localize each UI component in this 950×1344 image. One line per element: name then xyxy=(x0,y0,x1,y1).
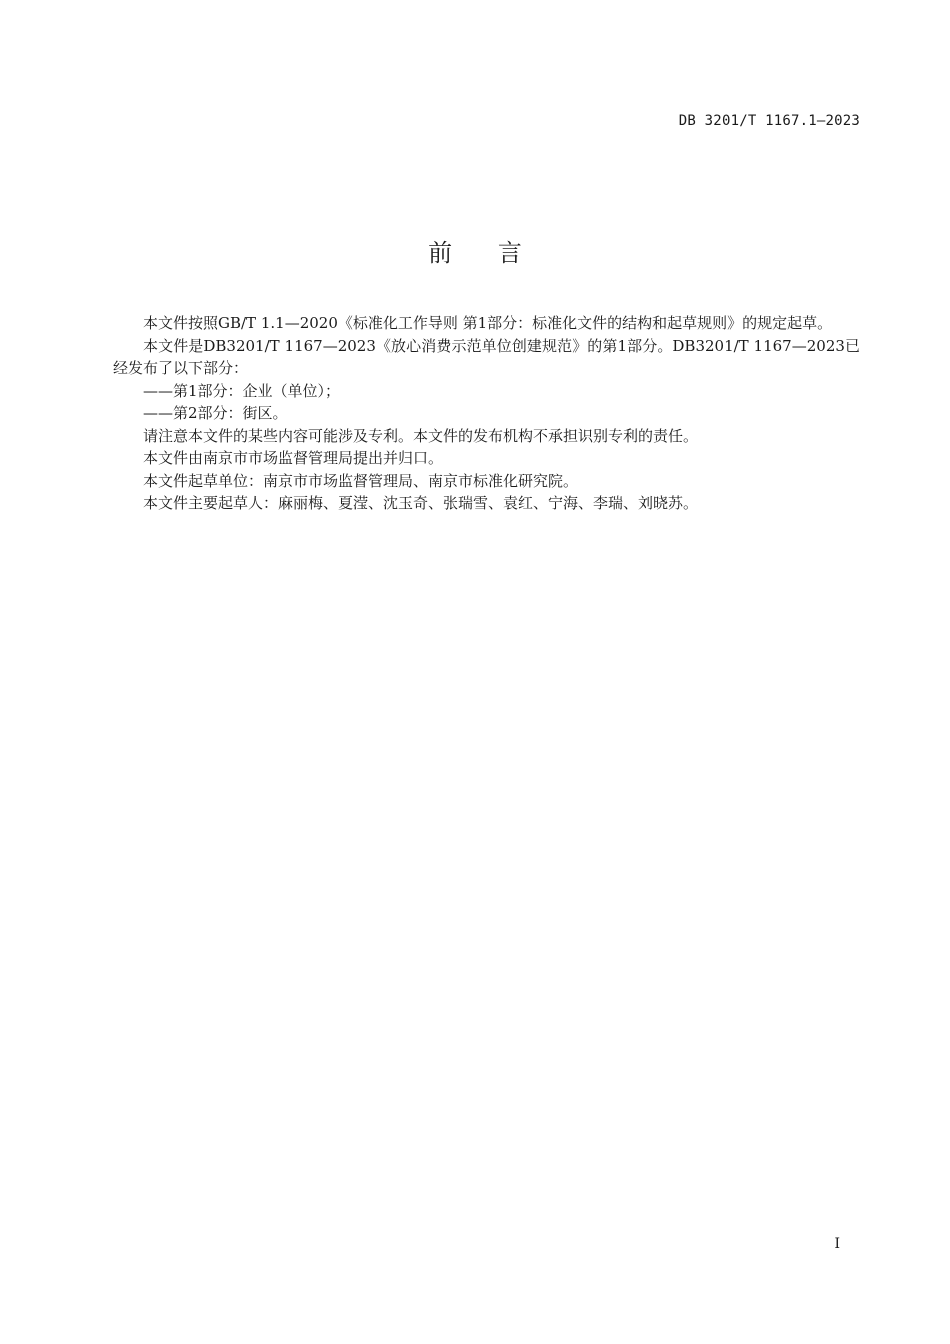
paragraph-proposer: 本文件由南京市市场监督管理局提出并归口。 xyxy=(143,449,444,467)
paragraph-series-statement: 本文件是DB3201/T 1167—2023《放心消费示范单位创建规范》的第1部分。DB3201/T 1167—2023已经发布了以下部分： xyxy=(113,336,860,377)
document-code: DB 3201/T 1167.1—2023 xyxy=(678,113,860,129)
list-item-part-1: ——第1部分：企业（单位）； xyxy=(143,381,341,400)
page-title: 前 言 xyxy=(428,239,522,267)
paragraph-drafters: 本文件主要起草人：麻丽梅、夏滢、沈玉奇、张瑞雪、袁红、宁海、李瑞、刘晓苏。 xyxy=(143,494,699,512)
page-number: I xyxy=(834,1236,840,1252)
paragraph-drafting-units: 本文件起草单位：南京市市场监督管理局、南京市标准化研究院。 xyxy=(143,471,579,490)
document-body xyxy=(113,312,860,515)
list-item-part-2: ——第2部分：街区。 xyxy=(143,404,288,422)
paragraph-drafting-basis: 本文件按照GB/T 1.1—2020《标准化工作导则 第1部分：标准化文件的结构和起草规则》的规定起草。 xyxy=(143,314,833,332)
paragraph-patent-notice: 请注意本文件的某些内容可能涉及专利。本文件的发布机构不承担识别专利的责任。 xyxy=(143,426,699,445)
